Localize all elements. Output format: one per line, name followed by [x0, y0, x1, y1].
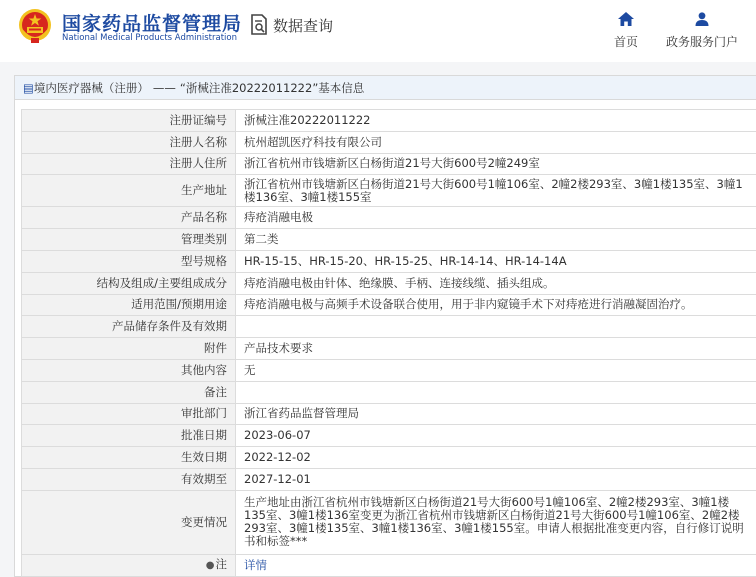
- field-label: 产品储存条件及有效期: [22, 316, 236, 338]
- field-value: 产品技术要求: [236, 338, 756, 360]
- table-row: [22, 403, 756, 425]
- breadcrumb-marker-icon: ▤: [23, 80, 34, 95]
- national-emblem-icon[interactable]: [18, 8, 52, 44]
- table-row: [22, 490, 756, 554]
- field-value: 生产地址由浙江省杭州市钱塘新区白杨街道21号大街600号1幢106室、2幢2楼293室、3幢1楼135室、3幢1楼136室变更为浙江省杭州市钱塘新区白杨街道21号大街600号1幢106室、2幢2楼293室、3幢1楼135室、3幢1楼136室、3幢1楼155室。申请人根据批准变更内容，自行修订说明书和标签***: [236, 490, 756, 554]
- table-row: [22, 316, 756, 338]
- home-icon: [618, 12, 634, 26]
- table-row: [22, 294, 756, 316]
- note-label-cell: [22, 554, 236, 576]
- table-row: [22, 110, 756, 132]
- field-label: 有效期至: [22, 468, 236, 490]
- field-label: 注: [215, 557, 227, 572]
- site-title-english: National Medical Products Administration: [62, 33, 237, 43]
- nav-home[interactable]: [606, 12, 646, 50]
- table-row: [22, 229, 756, 251]
- registration-info-panel: [14, 75, 756, 577]
- table-row: [22, 175, 756, 207]
- field-label: 管理类别: [22, 229, 236, 251]
- field-label: 适用范围/预期用途: [22, 294, 236, 316]
- field-value: 2027-12-01: [236, 468, 756, 490]
- table-row: [22, 447, 756, 469]
- field-value: 浙江省杭州市钱塘新区白杨街道21号大街600号2幢249室: [236, 153, 756, 175]
- field-label: 注册证编号: [22, 110, 236, 132]
- field-label: 注册人住所: [22, 153, 236, 175]
- field-value: 浙江省药品监督管理局: [236, 403, 756, 425]
- panel-breadcrumb: [15, 76, 756, 100]
- field-value: [236, 554, 756, 576]
- nav-home-label: 首页: [613, 35, 638, 49]
- table-row: [22, 272, 756, 294]
- field-value: 2022-12-02: [236, 447, 756, 469]
- field-label: 附件: [22, 338, 236, 360]
- table-row: [22, 131, 756, 153]
- field-value: 痔疮消融电极: [236, 207, 756, 229]
- nav-service-portal-label: 政务服务门户: [665, 35, 738, 49]
- field-value: 2023-06-07: [236, 425, 756, 447]
- field-label: 结构及组成/主要组成成分: [22, 272, 236, 294]
- field-value: 杭州超凯医疗科技有限公司: [236, 131, 756, 153]
- table-row: [22, 250, 756, 272]
- field-label: 审批部门: [22, 403, 236, 425]
- field-label: 批准日期: [22, 425, 236, 447]
- field-value: [236, 316, 756, 338]
- table-row: [22, 554, 756, 576]
- document-search-icon: [249, 14, 269, 36]
- field-label: 变更情况: [22, 490, 236, 554]
- field-label: 产品名称: [22, 207, 236, 229]
- breadcrumb-separator: ——: [152, 80, 176, 95]
- field-value: 痔疮消融电极由针体、绝缘膜、手柄、连接线缆、插头组成。: [236, 272, 756, 294]
- field-label: 注册人名称: [22, 131, 236, 153]
- table-row: [22, 153, 756, 175]
- field-value: 痔疮消融电极与高频手术设备联合使用，用于非内窥镜手术下对痔疮进行消融凝固治疗。: [236, 294, 756, 316]
- table-row: [22, 381, 756, 403]
- field-value: [236, 381, 756, 403]
- table-row: [22, 359, 756, 381]
- field-label: 其他内容: [22, 359, 236, 381]
- nav-service-portal[interactable]: [662, 12, 742, 50]
- field-value: HR-15-15、HR-15-20、HR-15-25、HR-14-14、HR-14-14A: [236, 250, 756, 272]
- user-icon: [694, 12, 710, 26]
- field-value: 第二类: [236, 229, 756, 251]
- field-value: 浙江省杭州市钱塘新区白杨街道21号大街600号1幢106室、2幢2楼293室、3幢1楼135室、3幢1楼136室、3幢1楼155室: [236, 175, 756, 207]
- data-query-label: 数据查询: [273, 16, 334, 35]
- field-value: 浙械注准20222011222: [236, 110, 756, 132]
- field-value: 无: [236, 359, 756, 381]
- data-query-heading: [249, 13, 333, 37]
- field-label: 生效日期: [22, 447, 236, 469]
- registration-detail-table: [21, 109, 756, 577]
- note-dot-icon: ●: [205, 560, 215, 572]
- site-title[interactable]: 国家药品监督管理局: [62, 13, 243, 35]
- breadcrumb-category[interactable]: 境内医疗器械（注册）: [33, 80, 149, 95]
- table-row: [22, 207, 756, 229]
- field-label: 备注: [22, 381, 236, 403]
- table-row: [22, 425, 756, 447]
- field-label: 生产地址: [22, 175, 236, 207]
- table-row: [22, 338, 756, 360]
- site-header: [0, 0, 756, 62]
- details-link[interactable]: 详情: [244, 557, 267, 572]
- breadcrumb-record-title: “浙械注准20222011222”基本信息: [179, 80, 365, 95]
- table-row: [22, 468, 756, 490]
- field-label: 型号规格: [22, 250, 236, 272]
